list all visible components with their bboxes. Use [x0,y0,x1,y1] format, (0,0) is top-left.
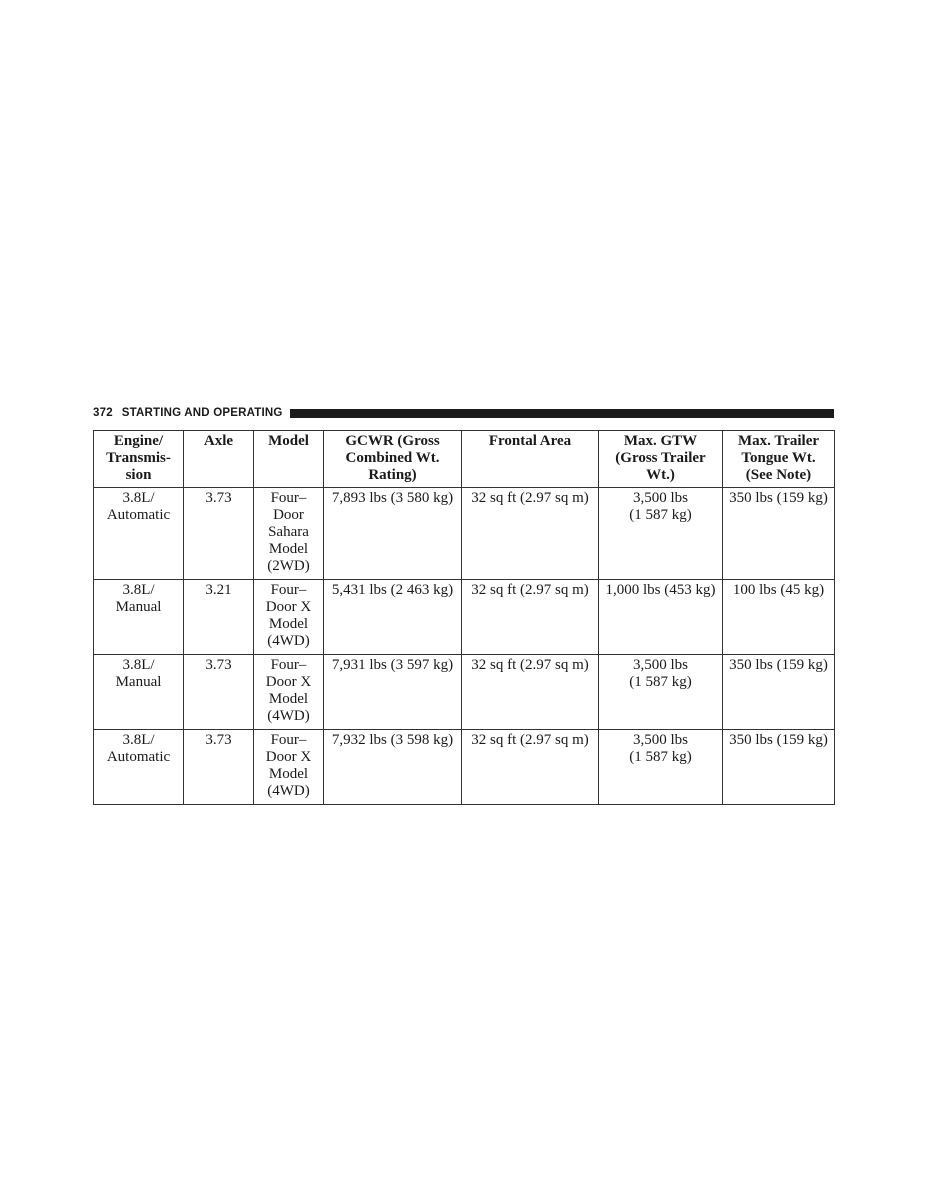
cell-model: Four– Door X Model (4WD) [254,730,324,805]
table-header-row [94,431,835,488]
cell-frontal-area: 32 sq ft (2.97 sq m) [462,730,599,805]
column-header-axle: Axle [184,431,254,488]
cell-engine: 3.8L/ Automatic [94,488,184,580]
cell-tongue-wt: 100 lbs (45 kg) [723,580,835,655]
cell-tongue-wt: 350 lbs (159 kg) [723,488,835,580]
cell-axle: 3.21 [184,580,254,655]
cell-model: Four– Door X Model (4WD) [254,580,324,655]
cell-max-gtw: 3,500 lbs (1 587 kg) [599,655,723,730]
table-row [94,580,835,655]
column-header-frontal-area: Frontal Area [462,431,599,488]
column-header-gcwr: GCWR (Gross Combined Wt. Rating) [324,431,462,488]
page-header [93,405,834,421]
column-header-model: Model [254,431,324,488]
cell-model: Four– Door X Model (4WD) [254,655,324,730]
cell-engine: 3.8L/ Manual [94,655,184,730]
cell-tongue-wt: 350 lbs (159 kg) [723,655,835,730]
section-title: STARTING AND OPERATING [121,407,283,419]
cell-model: Four– Door Sahara Model (2WD) [254,488,324,580]
cell-max-gtw: 1,000 lbs (453 kg) [599,580,723,655]
cell-frontal-area: 32 sq ft (2.97 sq m) [462,580,599,655]
cell-gcwr: 7,932 lbs (3 598 kg) [324,730,462,805]
cell-max-gtw: 3,500 lbs (1 587 kg) [599,730,723,805]
page-number: 372 [93,407,113,419]
table-row [94,730,835,805]
cell-gcwr: 7,931 lbs (3 597 kg) [324,655,462,730]
column-header-tongue-wt: Max. Trailer Tongue Wt. (See Note) [723,431,835,488]
cell-engine: 3.8L/ Automatic [94,730,184,805]
cell-axle: 3.73 [184,730,254,805]
column-header-engine: Engine/ Transmis- sion [94,431,184,488]
table-row [94,655,835,730]
cell-frontal-area: 32 sq ft (2.97 sq m) [462,488,599,580]
table-row [94,488,835,580]
cell-max-gtw: 3,500 lbs (1 587 kg) [599,488,723,580]
cell-axle: 3.73 [184,655,254,730]
column-header-max-gtw: Max. GTW (Gross Trailer Wt.) [599,431,723,488]
cell-tongue-wt: 350 lbs (159 kg) [723,730,835,805]
header-rule [290,409,834,418]
cell-frontal-area: 32 sq ft (2.97 sq m) [462,655,599,730]
cell-gcwr: 7,893 lbs (3 580 kg) [324,488,462,580]
towing-spec-table [93,430,835,805]
cell-engine: 3.8L/ Manual [94,580,184,655]
cell-axle: 3.73 [184,488,254,580]
cell-gcwr: 5,431 lbs (2 463 kg) [324,580,462,655]
